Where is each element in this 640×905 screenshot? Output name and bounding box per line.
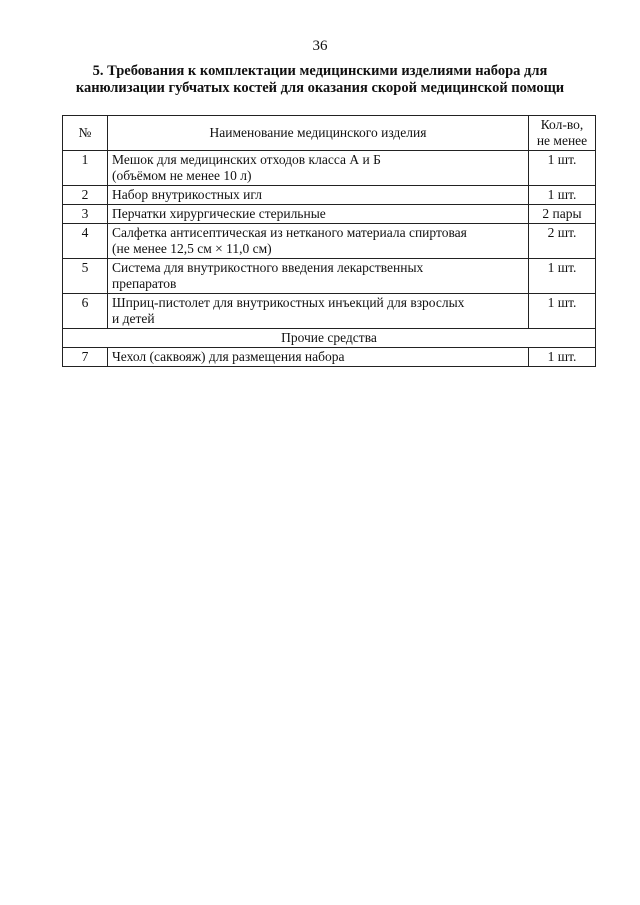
row-qty: 2 пары (529, 205, 596, 224)
row-name-line-1: Мешок для медицинских отходов класса А и Б (112, 152, 381, 167)
row-qty: 1 шт. (529, 348, 596, 367)
row-qty: 1 шт. (529, 259, 596, 294)
table-row (63, 186, 596, 205)
row-num: 1 (63, 151, 108, 186)
document-title (40, 63, 600, 97)
table-row (63, 224, 596, 259)
row-qty: 2 шт. (529, 224, 596, 259)
header-qty (529, 116, 596, 151)
row-name: Перчатки хирургические стерильные (108, 205, 529, 224)
table-header-row (63, 116, 596, 151)
row-name-line-2: препаратов (112, 276, 177, 291)
row-name-line-2: (объёмом не менее 10 л) (112, 168, 252, 183)
equipment-table (62, 115, 596, 367)
row-num: 7 (63, 348, 108, 367)
row-name (108, 224, 529, 259)
header-qty-line-2: не менее (536, 133, 588, 148)
header-num: № (63, 116, 108, 151)
page-number: 36 (312, 38, 328, 54)
section-other-label: Прочие средства (63, 329, 596, 348)
table-row (63, 348, 596, 367)
table-row (63, 259, 596, 294)
row-name-line-1: Система для внутрикостного введения лекарственных (112, 260, 424, 275)
header-name: Наименование медицинского изделия (108, 116, 529, 151)
row-name-line-2: (не менее 12,5 см × 11,0 см) (112, 241, 272, 256)
row-qty: 1 шт. (529, 294, 596, 329)
table-row (63, 151, 596, 186)
row-num: 2 (63, 186, 108, 205)
row-name-line-1: Салфетка антисептическая из нетканого материала спиртовая (112, 225, 467, 240)
row-num: 6 (63, 294, 108, 329)
header-qty-line-1: Кол-во, (540, 117, 584, 132)
row-num: 4 (63, 224, 108, 259)
title-line-1: 5. Требования к комплектации медицинскими изделиями набора для (92, 63, 548, 79)
row-num: 5 (63, 259, 108, 294)
table-row (63, 205, 596, 224)
title-line-2: канюлизации губчатых костей для оказания скорой медицинской помощи (75, 80, 565, 96)
row-name-line-2: и детей (112, 311, 155, 326)
row-qty: 1 шт. (529, 186, 596, 205)
section-row (63, 329, 596, 348)
row-name: Набор внутрикостных игл (108, 186, 529, 205)
row-num: 3 (63, 205, 108, 224)
row-qty: 1 шт. (529, 151, 596, 186)
row-name: Чехол (саквояж) для размещения набора (108, 348, 529, 367)
row-name-line-1: Шприц-пистолет для внутрикостных инъекций для взрослых (112, 295, 465, 310)
row-name (108, 259, 529, 294)
row-name (108, 151, 529, 186)
row-name (108, 294, 529, 329)
table-row (63, 294, 596, 329)
